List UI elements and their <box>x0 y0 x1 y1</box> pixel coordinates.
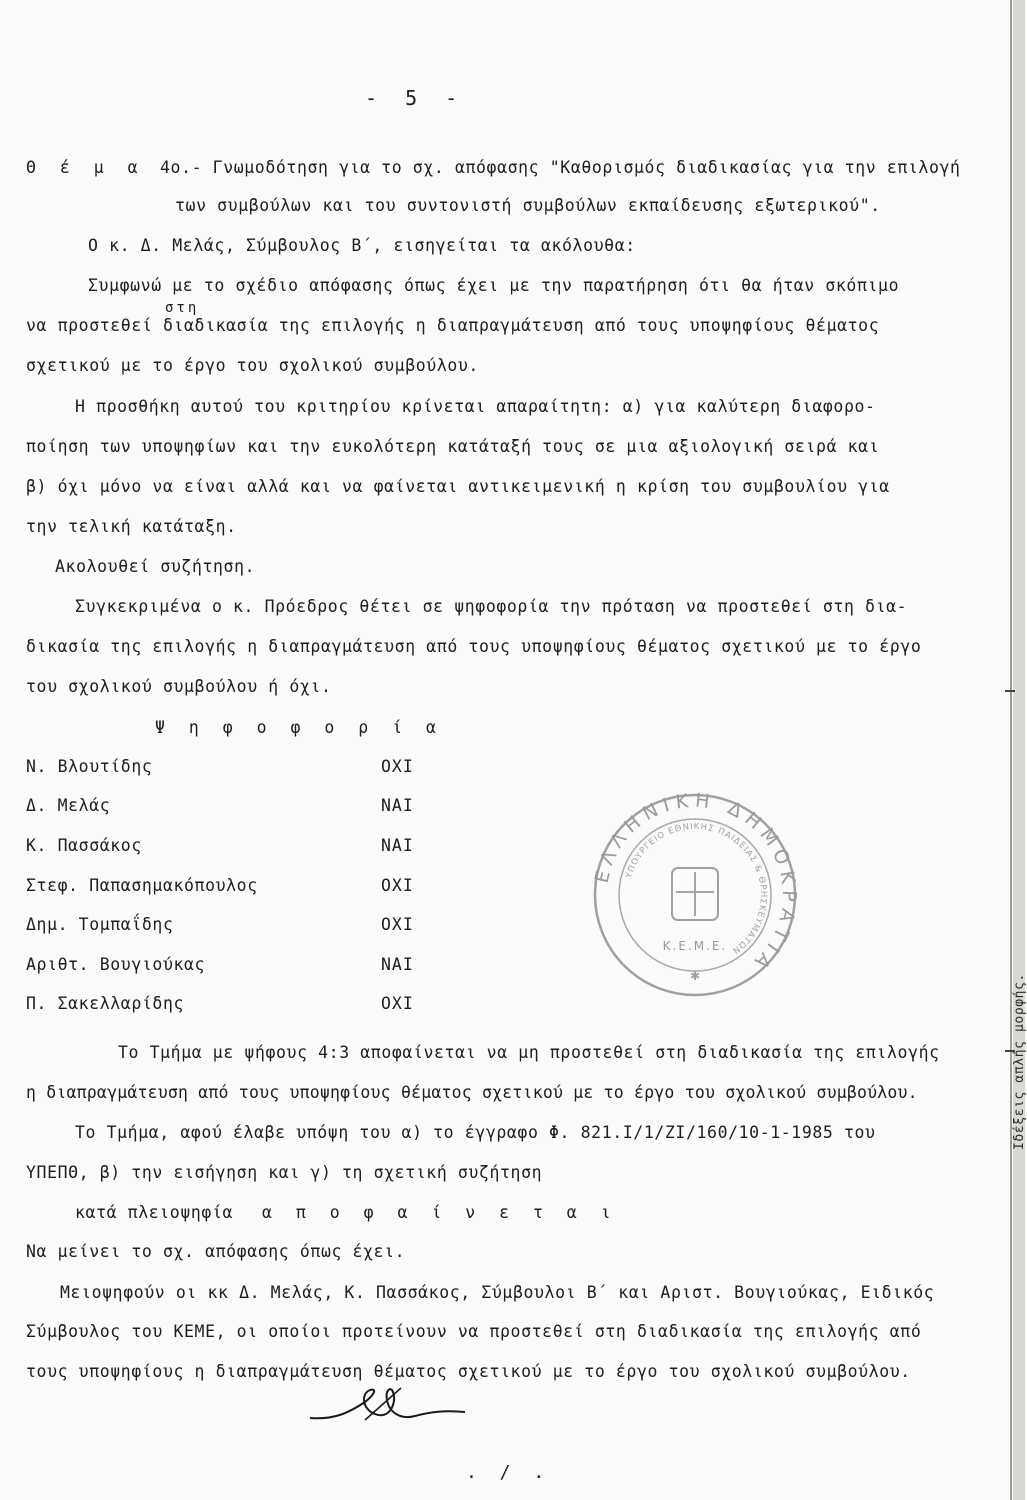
page-edge-line <box>1010 0 1012 1500</box>
vote-member-name: Δ. Μελάς <box>26 796 111 815</box>
paragraph-line: Σύμβουλος του ΚΕΜΕ, οι οποίοι προτείνουν να προστεθεί στη διαδικασία της επιλογής από <box>26 1322 922 1341</box>
paragraph-proposer: Ο κ. Δ. Μελάς, Σύμβουλος Β΄, εισηγείται τα ακόλουθα: <box>88 236 636 255</box>
paragraph-line: β) όχι μόνο να είναι αλλά και να φαίνεται αντικειμενική η κρίση του συμβουλίου για <box>26 477 890 496</box>
svg-text:✱: ✱ <box>689 969 701 983</box>
discussion-line: Ακολουθεί συζήτηση. <box>55 557 256 576</box>
vote-member-name: Δημ. Τομπαΐδης <box>26 915 174 934</box>
vote-member-name: Αριθτ. Βουγιούκας <box>26 955 206 974</box>
official-seal <box>590 790 800 1000</box>
topic-line-1: 4ο.- Γνωμοδότηση για το σχ. απόφασης "Καθορισμός διαδικασίας για την επιλογή <box>160 158 961 177</box>
topic-label: Θ έ μ α <box>26 158 145 177</box>
decision-phrase: κατά πλειοψηφία <box>75 1203 234 1222</box>
vote-value: ΝΑΙ <box>381 836 414 855</box>
paragraph-line: Συμφωνώ με το σχέδιο απόφασης όπως έχει με την παρατήρηση ότι θα ήταν σκόπιμο <box>88 276 900 295</box>
paragraph-line: να προστεθεί διαδικασία της επιλογής η διαπραγμάτευση από τους υποψηφίους θέματος <box>26 316 880 335</box>
vote-member-name: Κ. Πασσάκος <box>26 836 142 855</box>
handwritten-insert: στη <box>165 300 200 316</box>
paragraph-line: τους υποψηφίους η διαπραγμάτευση θέματος σχετικού με το έργο του σχολικού συμβούλου. <box>26 1362 911 1381</box>
seal-outer-text: ΕΛΛΗΝΙΚΗ ΔΗΜΟΚΡΑΤΙΑ <box>590 790 800 977</box>
vote-value: ΟΧΙ <box>381 876 414 895</box>
margin-tick <box>1005 690 1015 692</box>
vote-member-name: Ν. Βλουτίδης <box>26 757 153 776</box>
continuation-mark: . / . <box>466 1462 551 1483</box>
paragraph-line: δικασία της επιλογής η διαπραγμάτευση από τους υποψηφίους θέματος σχετικού με το έργο <box>26 637 922 656</box>
seal-inner-text: ΥΠΟΥΡΓΕΙΟ ΕΘΝΙΚΗΣ ΠΑΙΔΕΙΑΣ & ΘΡΗΣΚΕΥΜΑΤΩΝ <box>624 821 769 956</box>
paragraph-line: η διαπραγμάτευση από τους υποψηφίους θέματος σχετικού με το έργο του σχολικού συμβούλου. <box>26 1083 918 1102</box>
page-edge <box>1013 0 1025 1500</box>
vote-member-name: Στεφ. Παπασημακόπουλος <box>26 876 258 895</box>
paragraph-line: Μειοψηφούν οι κκ Δ. Μελάς, Κ. Πασσάκος, Σύμβουλοι Β΄ και Αριστ. Βουγιούκας, Ειδικός <box>60 1283 935 1302</box>
paragraph-line: του σχολικού συμβούλου ή όχι. <box>26 677 332 696</box>
margin-note: Ιδέξεις απλής μορφής. <box>1012 973 1027 1150</box>
decision-verb: α π ο φ α ί ν ε τ α ι <box>262 1203 618 1222</box>
page-number: - 5 - <box>365 86 466 110</box>
vote-heading: Ψ η φ ο φ ο ρ ί α <box>155 718 443 737</box>
paragraph-line: Το Τμήμα με ψήφους 4:3 αποφαίνεται να μη προστεθεί στη διαδικασία της επιλογής <box>118 1043 940 1062</box>
vote-value: ΝΑΙ <box>381 796 414 815</box>
paragraph-line: σχετικού με το έργο του σχολικού συμβούλου. <box>26 356 479 375</box>
decision-text: Να μείνει το σχ. απόφασης όπως έχει. <box>26 1242 406 1261</box>
vote-value: ΟΧΙ <box>381 757 414 776</box>
vote-value: ΟΧΙ <box>381 915 414 934</box>
vote-member-name: Π. Σακελλαρίδης <box>26 994 185 1013</box>
seal-bottom-text: Κ.Ε.Μ.Ε. <box>662 939 728 953</box>
topic-line-2: των συμβούλων και του συντονιστή συμβούλων εκπαίδευσης εξωτερικού". <box>175 196 881 215</box>
vote-value: ΝΑΙ <box>381 955 414 974</box>
paragraph-line: Το Τμήμα, αφού έλαβε υπόψη του α) το έγγραφο Φ. 821.Ι/1/ΖΙ/160/10-1-1985 του <box>75 1123 876 1142</box>
paragraph-line: την τελική κατάταξη. <box>26 517 237 536</box>
handwritten-signature <box>305 1382 470 1432</box>
paragraph-line: Συγκεκριμένα ο κ. Πρόεδρος θέτει σε ψηφοφορία την πρόταση να προστεθεί στη δια- <box>75 597 908 616</box>
vote-value: ΟΧΙ <box>381 994 414 1013</box>
paragraph-line: Η προσθήκη αυτού του κριτηρίου κρίνεται απαραίτητη: α) για καλύτερη διαφορο- <box>75 397 876 416</box>
paragraph-line: ΥΠΕΠΘ, β) την εισήγηση και γ) τη σχετική συζήτηση <box>26 1163 543 1182</box>
paragraph-line: ποίηση των υποψηφίων και την ευκολότερη κατάταξή τους σε μια αξιολογική σειρά και <box>26 437 880 456</box>
